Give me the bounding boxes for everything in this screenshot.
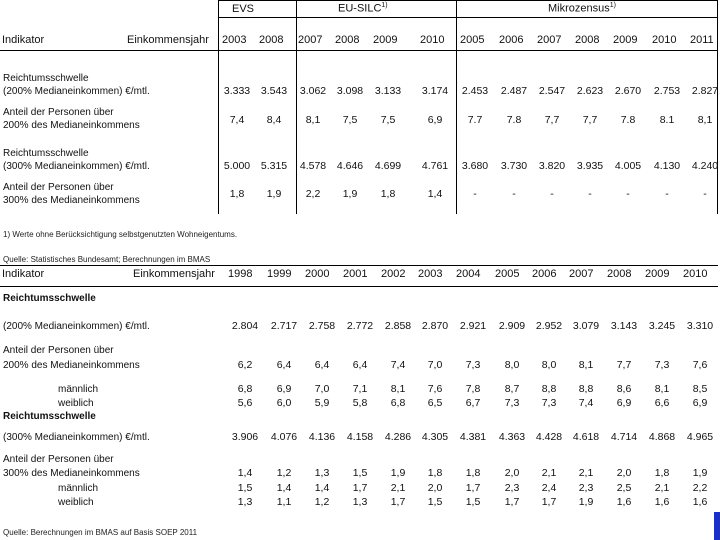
table-cell: 6,9	[276, 383, 292, 395]
table-cell: 3.133	[374, 85, 402, 97]
table-cell: 3.310	[686, 320, 714, 332]
year-header-cell: 2007	[569, 268, 594, 280]
table-cell: 1,9	[692, 467, 708, 479]
table-cell: 4.381	[459, 431, 487, 443]
table-cell: 3.245	[648, 320, 676, 332]
table-cell: 5,6	[237, 397, 253, 409]
table-cell: 5,9	[314, 397, 330, 409]
table-cell: 1,6	[692, 496, 708, 508]
row-label: Anteil der Personen über	[3, 454, 114, 465]
table-cell: 4.130	[653, 160, 681, 172]
year-header-cell: 2007	[537, 34, 562, 46]
table-cell: -	[626, 188, 630, 200]
table-cell: 6,8	[390, 397, 406, 409]
table-cell: 1,8	[380, 188, 396, 200]
table1-col-divider	[296, 0, 297, 214]
table-cell: 1,4	[314, 482, 330, 494]
year-header-cell: 1998	[228, 268, 253, 280]
year-header-cell: 2009	[373, 34, 398, 46]
table-cell: 7,7	[616, 359, 632, 371]
table-cell: 5.315	[260, 160, 288, 172]
table-cell: 7,3	[654, 359, 670, 371]
year-header-cell: 2003	[418, 268, 443, 280]
table-cell: 3.174	[421, 85, 449, 97]
table-cell: 1,3	[352, 496, 368, 508]
table-cell: -	[665, 188, 669, 200]
table-cell: 1,2	[314, 496, 330, 508]
table-cell: 3.333	[223, 85, 251, 97]
table-cell: 7,4	[578, 397, 594, 409]
year-header-cell: 2010	[652, 34, 677, 46]
row-label: 200% des Medianeinkommens	[3, 360, 140, 371]
table-cell: 3.098	[336, 85, 364, 97]
table-cell: 8,4	[266, 114, 282, 126]
table-cell: 2.870	[421, 320, 449, 332]
table-cell: 2,2	[692, 482, 708, 494]
table-cell: 1,9	[578, 496, 594, 508]
table1-header-underline	[0, 50, 718, 51]
row-label: (300% Medianeinkommen) €/mtl.	[3, 432, 150, 443]
group-header-evs: EVS	[232, 3, 255, 15]
table-cell: 4.761	[421, 160, 449, 172]
row-label: weiblich	[58, 497, 94, 508]
table-cell: 8,1	[697, 114, 713, 126]
table-cell: -	[512, 188, 516, 200]
table-cell: 3.079	[572, 320, 600, 332]
table-2	[0, 265, 720, 540]
table-cell: 2.827	[691, 85, 719, 97]
table-cell: 1,6	[616, 496, 632, 508]
table-cell: 6,0	[276, 397, 292, 409]
row-label: 300% des Medianeinkommens	[3, 468, 140, 479]
table-cell: 1,5	[465, 496, 481, 508]
table-cell: -	[550, 188, 554, 200]
table1-top-border	[218, 0, 718, 1]
year-header-cell: 2006	[532, 268, 557, 280]
table-cell: 2.670	[614, 85, 642, 97]
table-cell: 8,8	[541, 383, 557, 395]
table-cell: 5,8	[352, 397, 368, 409]
table-cell: 1,8	[465, 467, 481, 479]
year-header-cell: 2000	[305, 268, 330, 280]
table-cell: 2.758	[308, 320, 336, 332]
table1-col-divider	[218, 0, 219, 214]
table-cell: 1,3	[314, 467, 330, 479]
table2-header-underline	[0, 286, 718, 287]
table-cell: 3.680	[461, 160, 489, 172]
table-cell: 7,7	[544, 114, 560, 126]
table-cell: -	[588, 188, 592, 200]
row-label: Reichtumsschwelle	[3, 411, 96, 422]
table-cell: 2,0	[504, 467, 520, 479]
table-cell: 1,9	[390, 467, 406, 479]
indicator-header: Indikator	[2, 268, 45, 280]
table-cell: 8,1	[390, 383, 406, 395]
row-label: Anteil der Personen über	[3, 345, 114, 356]
table-cell: 7,5	[380, 114, 396, 126]
table-cell: 1,4	[276, 482, 292, 494]
table-cell: 4.005	[614, 160, 642, 172]
year-header-cell: 2008	[335, 34, 360, 46]
table-cell: 6,4	[276, 359, 292, 371]
year-header-cell: 2006	[499, 34, 524, 46]
table-cell: 4.286	[384, 431, 412, 443]
table-cell: 7,8	[465, 383, 481, 395]
table-cell: 2.858	[384, 320, 412, 332]
table-cell: 7,4	[229, 114, 245, 126]
table-cell: 1,5	[427, 496, 443, 508]
year-header-cell: 2007	[298, 34, 323, 46]
table-cell: 4.240	[691, 160, 719, 172]
table-cell: 4.136	[308, 431, 336, 443]
table-cell: 2,1	[578, 467, 594, 479]
table-cell: 1,9	[266, 188, 282, 200]
table-cell: 7,3	[465, 359, 481, 371]
table-cell: 6,2	[237, 359, 253, 371]
row-label: weiblich	[58, 398, 94, 409]
table-cell: 3.143	[610, 320, 638, 332]
year-header-cell: 2001	[343, 268, 368, 280]
table-cell: 2,1	[541, 467, 557, 479]
table-cell: 7,6	[692, 359, 708, 371]
table-cell: 1,1	[276, 496, 292, 508]
source-note: Quelle: Berechnungen im BMAS auf Basis SOEP 2011	[3, 528, 198, 537]
table-cell: 8.1	[659, 114, 675, 126]
table-cell: 2.623	[576, 85, 604, 97]
table-cell: 1,3	[237, 496, 253, 508]
table-cell: 2.453	[461, 85, 489, 97]
table-cell: 2.921	[459, 320, 487, 332]
table-cell: 4.618	[572, 431, 600, 443]
table-cell: 1,5	[352, 467, 368, 479]
table-cell: 2,1	[390, 482, 406, 494]
table-cell: 2.804	[231, 320, 259, 332]
year-header-cell: 2009	[645, 268, 670, 280]
table-cell: 1,7	[352, 482, 368, 494]
table-cell: 7,0	[314, 383, 330, 395]
table-cell: 2.717	[270, 320, 298, 332]
table-cell: 7.7	[467, 114, 483, 126]
table-cell: -	[703, 188, 707, 200]
indicator-header: Indikator	[2, 34, 45, 46]
table-cell: 3.543	[260, 85, 288, 97]
table-cell: 2,3	[504, 482, 520, 494]
table-cell: 1,8	[427, 467, 443, 479]
table-cell: 1,8	[229, 188, 245, 200]
table-cell: 1,2	[276, 467, 292, 479]
table-cell: 8,1	[305, 114, 321, 126]
table-cell: 3.820	[538, 160, 566, 172]
table-cell: 1,7	[541, 496, 557, 508]
table-cell: 3.062	[299, 85, 327, 97]
table-cell: 4.428	[535, 431, 563, 443]
table-cell: 1,5	[237, 482, 253, 494]
row-label: (200% Medianeinkommen) €/mtl.	[3, 321, 150, 332]
year-header-cell: 2010	[420, 34, 445, 46]
year-header-cell: 2005	[495, 268, 520, 280]
table-cell: 2.547	[538, 85, 566, 97]
table-cell: 1,7	[504, 496, 520, 508]
table-1	[0, 0, 720, 245]
year-header-cell: 2003	[222, 34, 247, 46]
table-cell: 7,3	[504, 397, 520, 409]
table-cell: 2,3	[578, 482, 594, 494]
table-cell: 7,5	[342, 114, 358, 126]
row-label: Anteil der Personen über 300% des Medianeinkommens	[3, 182, 140, 206]
year-header-cell: 2008	[259, 34, 284, 46]
year-header: Einkommensjahr	[133, 268, 215, 280]
table-cell: -	[473, 188, 477, 200]
table-cell: 8,0	[541, 359, 557, 371]
year-header-cell: 2004	[456, 268, 481, 280]
table-cell: 1,7	[390, 496, 406, 508]
table-cell: 5.000	[223, 160, 251, 172]
group-header-eu-silc: EU-SILC$^{1)}$	[338, 2, 388, 15]
table-cell: 2,0	[616, 467, 632, 479]
source-note: Quelle: Statistisches Bundesamt; Berechnungen im BMAS	[3, 255, 211, 264]
row-label: Anteil der Personen über 200% des Medianeinkommens	[3, 107, 140, 131]
table-cell: 8,6	[616, 383, 632, 395]
table-cell: 4.305	[421, 431, 449, 443]
year-header-cell: 2008	[575, 34, 600, 46]
table-cell: 8,8	[578, 383, 594, 395]
table-cell: 2,0	[427, 482, 443, 494]
row-label: Reichtumsschwelle (200% Medianeinkommen) €/mtl.	[3, 73, 150, 97]
table-cell: 6,9	[692, 397, 708, 409]
table-cell: 8,1	[654, 383, 670, 395]
row-label: Reichtumsschwelle	[3, 293, 96, 304]
table-cell: 4.578	[299, 160, 327, 172]
year-header: Einkommensjahr	[127, 34, 209, 46]
table-cell: 6,5	[427, 397, 443, 409]
table-cell: 4.158	[346, 431, 374, 443]
table-cell: 2,1	[654, 482, 670, 494]
table-cell: 8,0	[504, 359, 520, 371]
year-header-cell: 1999	[267, 268, 292, 280]
table-cell: 2.772	[346, 320, 374, 332]
table-cell: 1,7	[465, 482, 481, 494]
table-cell: 6,4	[352, 359, 368, 371]
year-header-cell: 2008	[607, 268, 632, 280]
table-cell: 2,2	[305, 188, 321, 200]
table-cell: 2.753	[653, 85, 681, 97]
table-cell: 8,5	[692, 383, 708, 395]
table1-group-underline	[218, 17, 718, 18]
table-cell: 4.868	[648, 431, 676, 443]
table-cell: 7,3	[541, 397, 557, 409]
table-cell: 6,9	[616, 397, 632, 409]
table-cell: 1,9	[342, 188, 358, 200]
table-cell: 7,6	[427, 383, 443, 395]
table-cell: 1,4	[237, 467, 253, 479]
table-cell: 7.8	[620, 114, 636, 126]
year-header-cell: 2002	[381, 268, 406, 280]
group-header-mikrozensus: Mikrozensus$^{1)}$	[548, 2, 616, 15]
table-cell: 2.487	[500, 85, 528, 97]
table1-col-divider	[717, 0, 718, 214]
table-cell: 4.646	[336, 160, 364, 172]
table-cell: 7,1	[352, 383, 368, 395]
table-cell: 6,4	[314, 359, 330, 371]
table-cell: 3.935	[576, 160, 604, 172]
row-label: männlich	[58, 483, 99, 494]
table-cell: 6,9	[427, 114, 443, 126]
table-cell: 2.909	[498, 320, 526, 332]
table-cell: 4.714	[610, 431, 638, 443]
year-header-cell: 2011	[690, 34, 714, 46]
year-header-cell: 2010	[683, 268, 708, 280]
table-cell: 2.952	[535, 320, 563, 332]
table-cell: 1,8	[654, 467, 670, 479]
table1-col-divider	[456, 0, 457, 214]
year-header-cell: 2009	[613, 34, 638, 46]
table-cell: 3.730	[500, 160, 528, 172]
table-cell: 8,1	[578, 359, 594, 371]
table-cell: 6,6	[654, 397, 670, 409]
table-cell: 7.8	[506, 114, 522, 126]
row-label: Reichtumsschwelle (300% Medianeinkommen) €/mtl.	[3, 148, 150, 172]
table-cell: 1,4	[427, 188, 443, 200]
table-cell: 4.699	[374, 160, 402, 172]
table-cell: 3.906	[231, 431, 259, 443]
table-cell: 4.965	[686, 431, 714, 443]
table-cell: 2,5	[616, 482, 632, 494]
table-cell: 7,4	[390, 359, 406, 371]
table-cell: 7,0	[427, 359, 443, 371]
accent-bar	[714, 512, 720, 540]
table-cell: 6,8	[237, 383, 253, 395]
table-cell: 7,7	[582, 114, 598, 126]
table-cell: 8,7	[504, 383, 520, 395]
table-cell: 4.363	[498, 431, 526, 443]
table2-top-border	[0, 265, 718, 266]
table-cell: 1,6	[654, 496, 670, 508]
table-cell: 6,7	[465, 397, 481, 409]
table-cell: 2,4	[541, 482, 557, 494]
row-label: männlich	[58, 384, 99, 395]
footnote: 1) Werte ohne Berücksichtigung selbstgenutzten Wohneigentums.	[3, 230, 238, 239]
table-cell: 4.076	[270, 431, 298, 443]
year-header-cell: 2005	[460, 34, 485, 46]
